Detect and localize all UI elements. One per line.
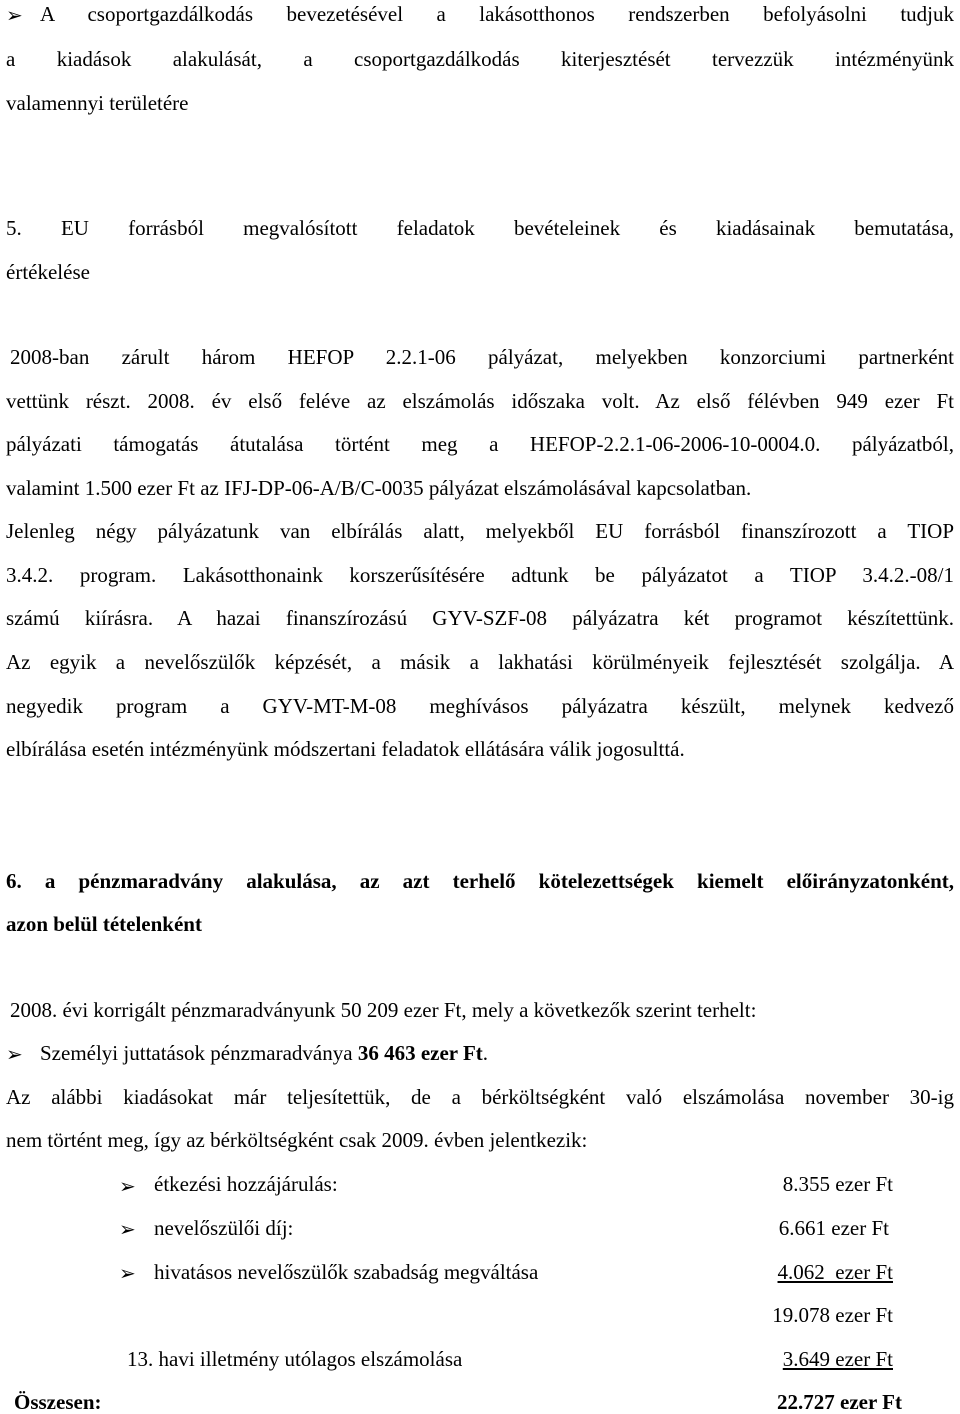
section-5-paragraph-line: negyedik program a GYV-MT-M-08 meghívásos pályázatra készült, melynek kedvező	[6, 694, 954, 718]
total-label: Összesen:	[14, 1390, 102, 1414]
item-label: hivatásos nevelőszülők szabadság megváltása	[154, 1260, 539, 1284]
section-5-paragraph-line: vettünk részt. 2008. év első feléve az elszámolás időszaka volt. Az első félévben 949 ezer Ft	[6, 389, 954, 413]
intro-line: A csoportgazdálkodás bevezetésével a lakásotthonos rendszerben befolyásolni tudjuk	[40, 2, 954, 26]
extra-item-amount: 3.649 ezer Ft	[782, 1347, 893, 1371]
total-amount: 22.727 ezer Ft	[777, 1390, 902, 1414]
section-5-paragraph-line: számú kiírásra. A hazai finanszírozású GYV-SZF-08 pályázatra két programot készítettünk.	[6, 606, 954, 630]
item-label: nevelőszülői díj:	[154, 1216, 294, 1240]
corrected-remainder-line	[10, 1000, 954, 1021]
section-5-paragraph-line: valamint 1.500 ezer Ft az IFJ-DP-06-A/B/C-0035 pályázat elszámolásával kapcsolatban.	[6, 476, 752, 500]
item-amount: 4.062 ezer Ft	[777, 1260, 893, 1284]
personnel-remainder-end: .	[482, 1041, 489, 1065]
personnel-remainder-line	[40, 1043, 954, 1064]
section-5-heading: értékelése	[6, 260, 90, 284]
intro-line: valamennyi területére	[6, 91, 189, 115]
arrow-bullet-icon: ➢	[6, 3, 23, 27]
arrow-bullet-icon: ➢	[119, 1261, 136, 1285]
section-5-paragraph-line: elbírálása esetén intézményünk módszertani feladatok ellátására válik jogosulttá.	[6, 737, 685, 761]
arrow-bullet-icon: ➢	[119, 1174, 136, 1198]
section-5-paragraph-line: pályázati támogatás átutalása történt meg a HEFOP-2.2.1-06-2006-10-0004.0. pályázatból,	[6, 432, 954, 456]
item-amount: 6.661 ezer Ft	[778, 1216, 889, 1240]
section-6-heading: azon belül tételenként	[6, 912, 202, 936]
extra-item-label: 13. havi illetmény utólagos elszámolása	[127, 1347, 463, 1371]
paid-expenses-line: nem történt meg, így az bérköltségként csak 2009. évben jelentkezik:	[6, 1128, 588, 1152]
section-5-paragraph-line: 3.4.2. program. Lakásotthonaink korszerűsítésére adtunk be pályázatot a TIOP 3.4.2.-08/1	[6, 563, 954, 587]
section-5-paragraph-line: 2008-ban zárult három HEFOP 2.2.1-06 pályázat, melyekben konzorciumi partnerként	[10, 345, 954, 369]
year-prefix: 2008.	[10, 998, 58, 1022]
section-5-paragraph-line: Jelenleg négy pályázatunk van elbírálás alatt, melyekből EU forrásból finanszírozott a TIOP	[6, 519, 954, 543]
personnel-remainder-label: Személyi juttatások pénzmaradványa	[40, 1041, 358, 1065]
item-amount: 8.355 ezer Ft	[782, 1172, 893, 1196]
personnel-remainder-amount: 36 463 ezer Ft	[357, 1041, 483, 1065]
intro-line: a kiadások alakulását, a csoportgazdálkodás kiterjesztését tervezzük intézményünk	[6, 47, 954, 71]
corrected-remainder-text: évi korrigált pénzmaradványunk 50 209 ezer Ft, mely a következők szerint terhelt:	[57, 998, 757, 1022]
arrow-bullet-icon: ➢	[6, 1042, 23, 1066]
section-5-paragraph-line: Az egyik a nevelőszülők képzését, a másik a lakhatási körülményeik fejlesztését szolgálja. A	[6, 650, 954, 674]
section-5-heading: 5. EU forrásból megvalósított feladatok bevételeinek és kiadásainak bemutatása,	[6, 216, 954, 240]
section-6-heading: 6. a pénzmaradvány alakulása, az azt terhelő kötelezettségek kiemelt előirányzatonként,	[6, 869, 954, 893]
arrow-bullet-icon: ➢	[119, 1217, 136, 1241]
subtotal-amount: 19.078 ezer Ft	[772, 1303, 893, 1327]
paid-expenses-line: Az alábbi kiadásokat már teljesítettük, de a bérköltségként való elszámolása november 30-ig	[6, 1085, 954, 1109]
item-label: étkezési hozzájárulás:	[154, 1172, 338, 1196]
